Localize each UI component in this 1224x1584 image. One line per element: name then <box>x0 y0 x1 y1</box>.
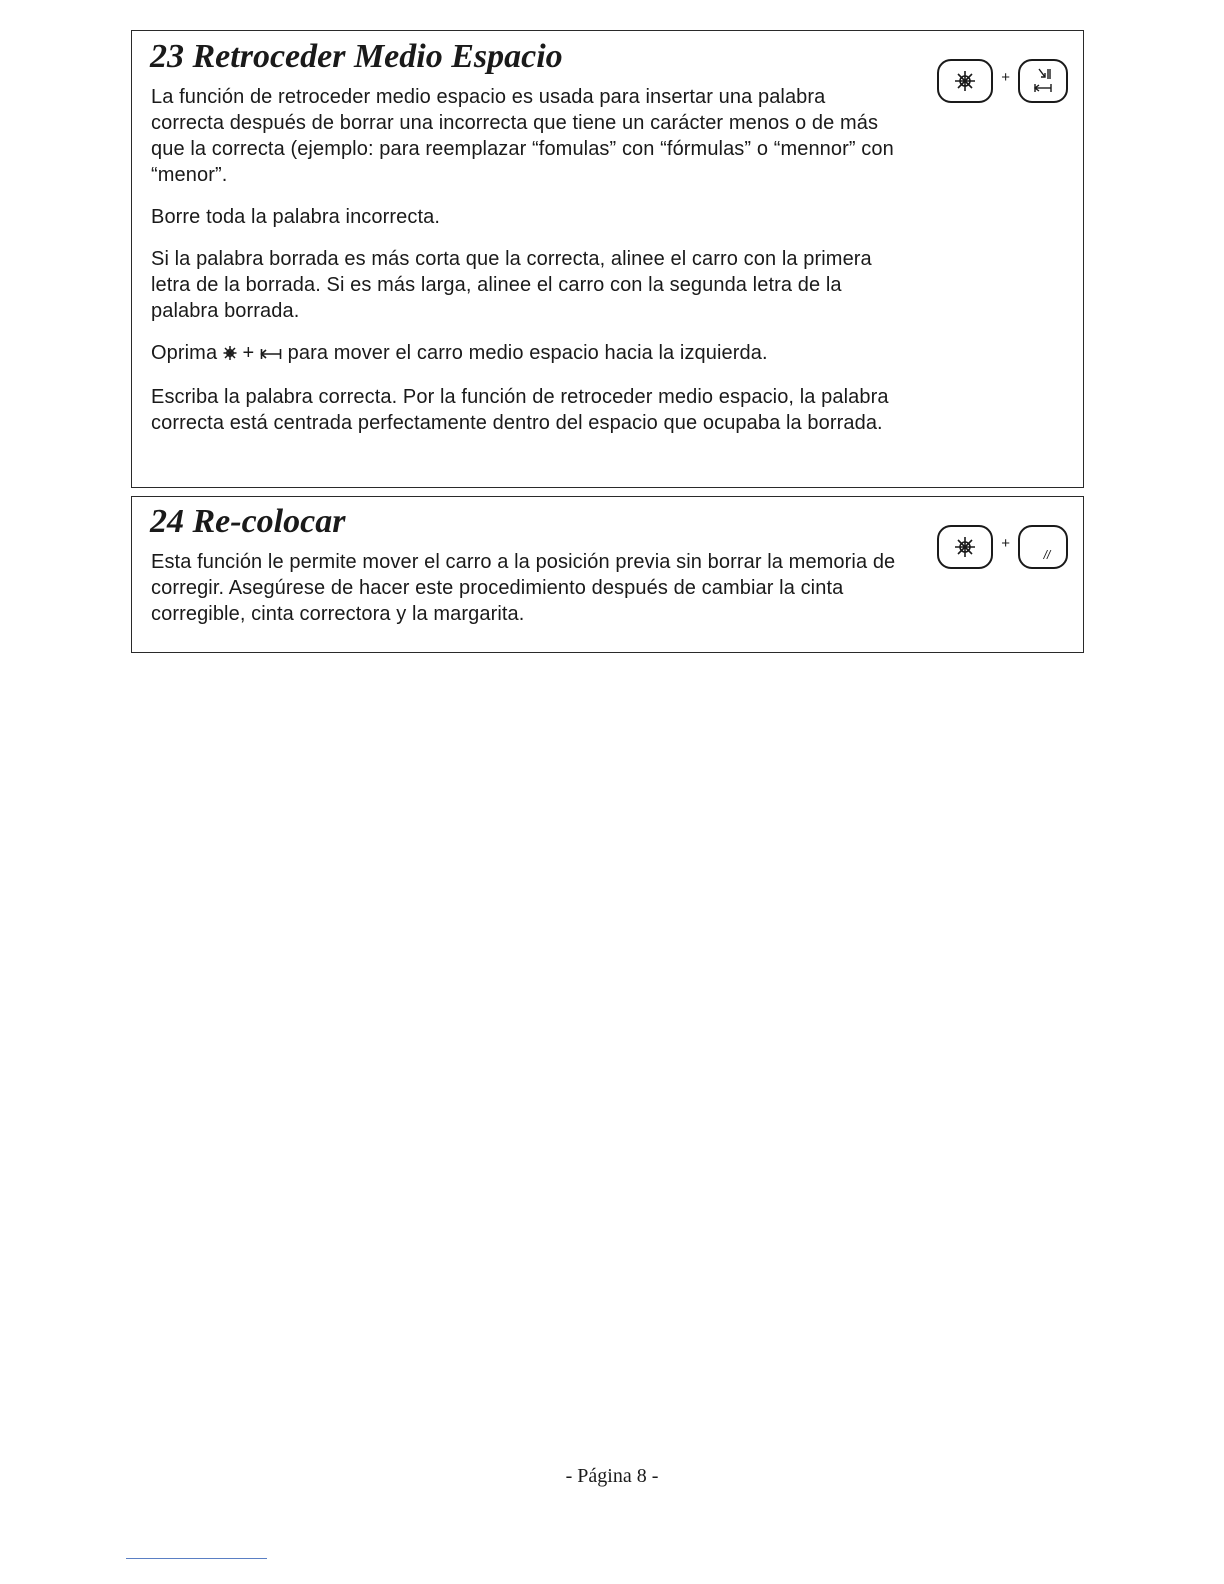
instruction-after: para mover el carro medio espacio hacia la izquierda. <box>287 342 768 364</box>
instruction-plus: + <box>242 342 255 364</box>
footer-rule <box>126 1558 267 1559</box>
section-23 <box>131 30 1084 488</box>
key-combination <box>937 525 1068 569</box>
section-title <box>150 502 345 542</box>
key-combination <box>937 59 1068 103</box>
paragraph-keys-instruction <box>151 340 899 368</box>
code-key-icon <box>223 342 237 368</box>
section-number: 24 <box>150 503 184 540</box>
paragraph: La función de retroceder medio espacio es usada para insertar una palabra correcta después de borrar una incorrecta que tiene un carácter menos o de más que la correcta (ejemplo: para reemplazar “fomulas” con “fórmulas” o “mennor” con “menor”. <box>151 86 894 186</box>
page-number: - Página 8 - <box>565 1465 659 1487</box>
relocate-key-label: // <box>1043 548 1051 562</box>
paragraph: Si la palabra borrada es más corta que la correcta, alinee el carro con la primera letra de la borrada. Si es más larga, alinee el carro con la segunda letra de la palabra borrada. <box>151 248 872 322</box>
code-key-icon <box>937 59 993 103</box>
relocate-key-icon <box>1018 525 1068 569</box>
section-number: 23 <box>150 38 184 75</box>
plus-sign: + <box>1001 68 1010 86</box>
paragraph: Borre toda la palabra incorrecta. <box>151 206 441 228</box>
code-key-icon <box>937 525 993 569</box>
half-backspace-key-icon <box>1018 59 1068 103</box>
section-24 <box>131 496 1084 653</box>
section-body <box>151 549 899 627</box>
half-backspace-icon <box>260 342 282 368</box>
section-title <box>150 37 563 77</box>
section-body <box>151 84 899 436</box>
paragraph: Esta función le permite mover el carro a la posición previa sin borrar la memoria de corregir. Asegúrese de hacer este procedimiento después de cambiar la cinta corregible, cinta correctora y la margarita. <box>151 551 896 625</box>
section-title-text: Re-colocar <box>192 503 346 540</box>
plus-sign: + <box>1001 534 1010 552</box>
instruction-before: Oprima <box>151 342 218 364</box>
paragraph: Escriba la palabra correcta. Por la función de retroceder medio espacio, la palabra correcta está centrada perfectamente dentro del espacio que ocupaba la borrada. <box>151 386 889 434</box>
section-title-text: Retroceder Medio Espacio <box>192 38 563 75</box>
